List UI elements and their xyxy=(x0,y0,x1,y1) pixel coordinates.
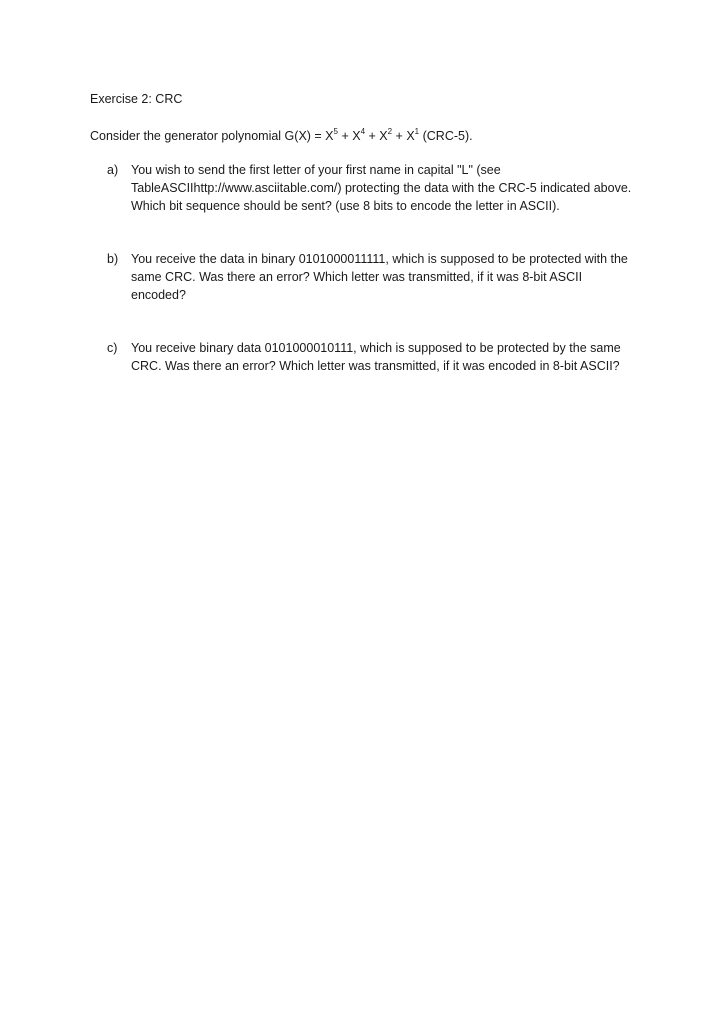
question-a-text: You wish to send the first letter of your first name in capital "L" (see TableASCIIhttp://www.asciitable.com/) protecting the data with the CRC-5 indicated above. Which bit sequence should be sent? (use 8 bits to encode the letter in ASCII). xyxy=(131,163,632,213)
question-a-marker: a) xyxy=(107,163,119,177)
exponent-5: 5 xyxy=(333,126,338,136)
intro-suffix: (CRC-5). xyxy=(419,129,473,143)
exponent-1: 1 xyxy=(414,126,420,136)
generator-polynomial-statement xyxy=(90,128,473,144)
intro-plus-1: + X xyxy=(337,129,361,143)
question-a xyxy=(107,161,637,215)
exponent-2: 2 xyxy=(387,126,393,136)
question-c xyxy=(107,339,637,375)
intro-plus-2: + X xyxy=(365,129,388,143)
intro-prefix: Consider the generator polynomial G(X) = X xyxy=(90,129,334,143)
question-c-marker: c) xyxy=(107,341,118,355)
question-b xyxy=(107,250,637,304)
exponent-4: 4 xyxy=(360,126,366,136)
question-b-text: You receive the data in binary 0101000011111, which is supposed to be protected with the same CRC. Was there an error? Which letter was transmitted, if it was 8-bit ASCII encoded? xyxy=(131,252,628,302)
question-c-text: You receive binary data 0101000010111, which is supposed to be protected by the same CRC. Was there an error? Which letter was transmitted, if it was encoded in 8-bit ASCII? xyxy=(131,341,621,373)
question-b-marker: b) xyxy=(107,252,119,266)
exercise-title: Exercise 2: CRC xyxy=(90,92,183,106)
intro-plus-3: + X xyxy=(392,129,415,143)
